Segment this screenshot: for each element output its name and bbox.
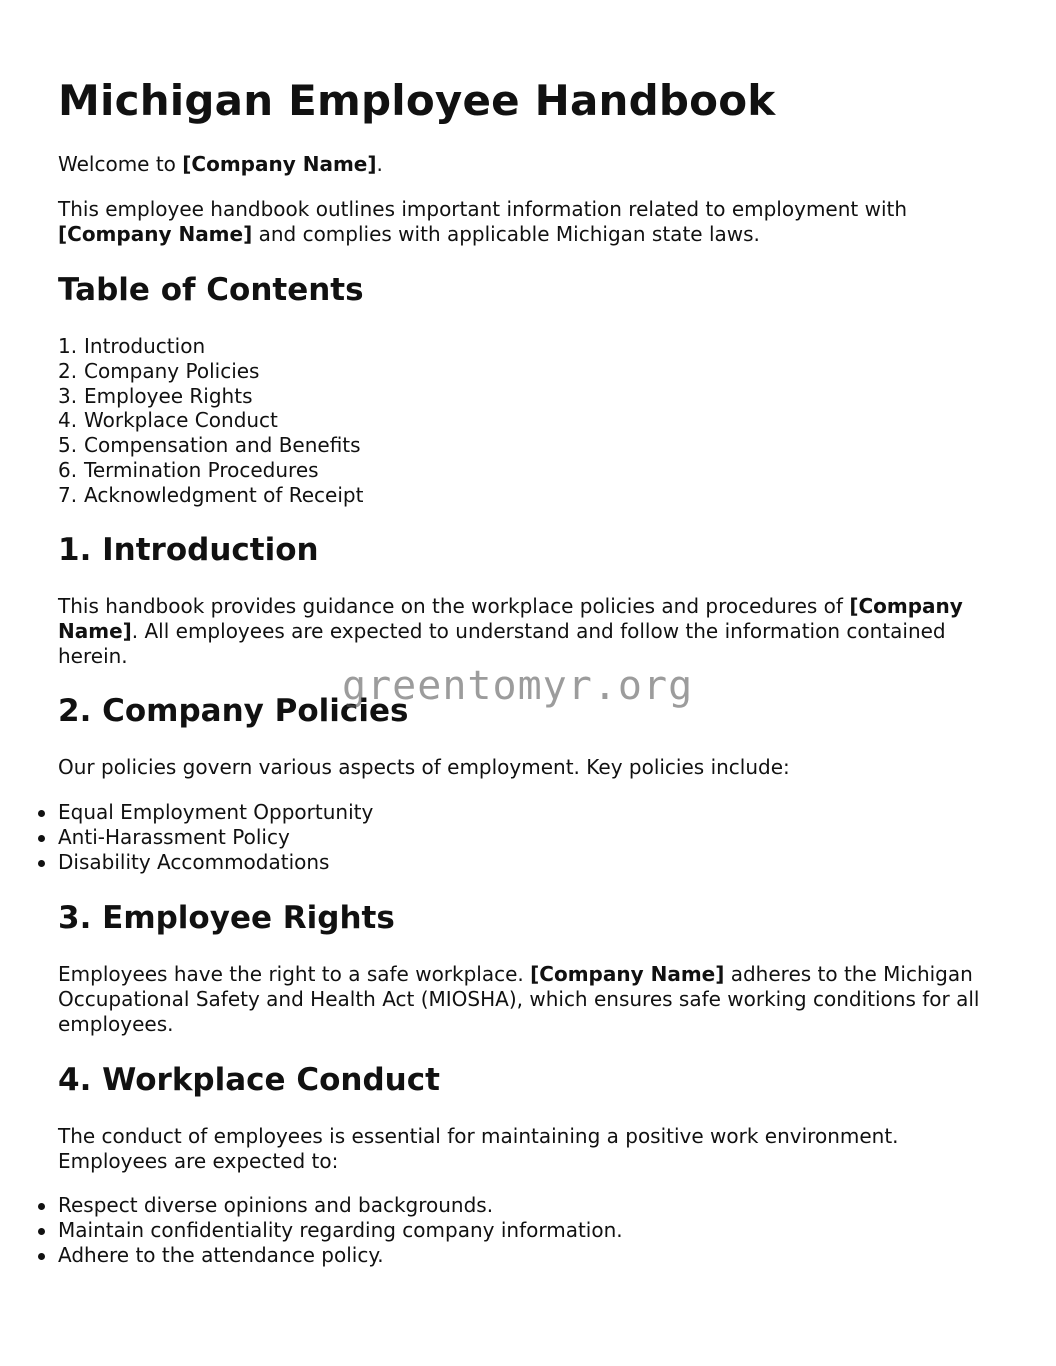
section-heading-company-policies: 2. Company Policies: [58, 693, 409, 729]
intro-text-start: This employee handbook outlines important information related to employment with: [58, 197, 908, 221]
welcome-text: Welcome to: [58, 152, 183, 176]
policies-list: [6, 800, 373, 874]
list-item: Adhere to the attendance policy.: [6, 1243, 623, 1268]
section-heading-employee-rights: 3. Employee Rights: [58, 900, 395, 936]
toc-item-number: 5.: [58, 433, 78, 458]
toc-item-number: 2.: [58, 358, 78, 383]
introduction-text-start: This handbook provides guidance on the workplace policies and procedures of: [58, 594, 850, 618]
toc-item-label: Compensation and Benefits: [84, 433, 361, 458]
toc-item-label: Introduction: [84, 334, 206, 358]
toc-item[interactable]: [58, 483, 363, 508]
page-title: Michigan Employee Handbook: [58, 76, 776, 125]
conduct-list: [6, 1193, 623, 1267]
toc-item[interactable]: [58, 408, 363, 433]
list-item: Disability Accommodations: [6, 850, 373, 875]
toc-item[interactable]: [58, 359, 363, 384]
list-item: Maintain confidentiality regarding company information.: [6, 1218, 623, 1243]
list-item: Equal Employment Opportunity: [6, 800, 373, 825]
intro-paragraph: [58, 197, 1003, 247]
company-name-placeholder: [Company Name]: [182, 152, 377, 176]
introduction-text-end: . All employees are expected to understand and follow the information contained herein.: [58, 618, 946, 668]
welcome-punct: .: [376, 152, 383, 176]
toc-item-label: Termination Procedures: [84, 457, 319, 482]
company-name-placeholder: [Company Name]: [58, 221, 253, 246]
employee-rights-text-start: Employees have the right to a safe workplace.: [58, 962, 531, 986]
employee-rights-paragraph: [58, 962, 1003, 1036]
employee-rights-text-end: adheres to the Michigan Occupational Safety and Health Act (MIOSHA), which ensures safe working conditions for all employees.: [58, 962, 980, 1036]
watermark: greentomyr.org: [342, 663, 694, 709]
workplace-conduct-paragraph: The conduct of employees is essential for maintaining a positive work environment. Employees are expected to:: [58, 1124, 899, 1173]
welcome-paragraph: [58, 152, 1003, 177]
toc-item-label: Acknowledgment of Receipt: [84, 482, 364, 507]
toc-item-number: 3.: [58, 383, 78, 408]
toc-item[interactable]: [58, 458, 363, 483]
list-item: Anti-Harassment Policy: [6, 825, 373, 850]
company-name-placeholder: [Company Name]: [530, 962, 725, 986]
toc-item-number: 6.: [58, 457, 78, 482]
toc-item-label: Company Policies: [84, 358, 260, 383]
toc-item-label: Workplace Conduct: [84, 408, 278, 433]
toc-item-number: 1.: [58, 334, 78, 358]
toc-item-number: 7.: [58, 482, 78, 507]
toc-item[interactable]: [58, 384, 363, 409]
toc-item[interactable]: [58, 433, 363, 458]
section-heading-workplace-conduct: 4. Workplace Conduct: [58, 1062, 440, 1098]
company-policies-paragraph: Our policies govern various aspects of employment. Key policies include:: [58, 755, 790, 779]
toc-item-number: 4.: [58, 408, 78, 433]
company-name-placeholder: [Company Name]: [58, 594, 963, 643]
toc-item-label: Employee Rights: [84, 383, 253, 408]
list-item: Respect diverse opinions and backgrounds.: [6, 1193, 623, 1218]
toc-heading: Table of Contents: [58, 272, 364, 308]
toc-item[interactable]: [58, 334, 363, 359]
introduction-paragraph: [58, 594, 1003, 668]
intro-text-end: and complies with applicable Michigan state laws.: [252, 221, 760, 246]
toc-list: [58, 334, 363, 508]
section-heading-introduction: 1. Introduction: [58, 532, 319, 568]
